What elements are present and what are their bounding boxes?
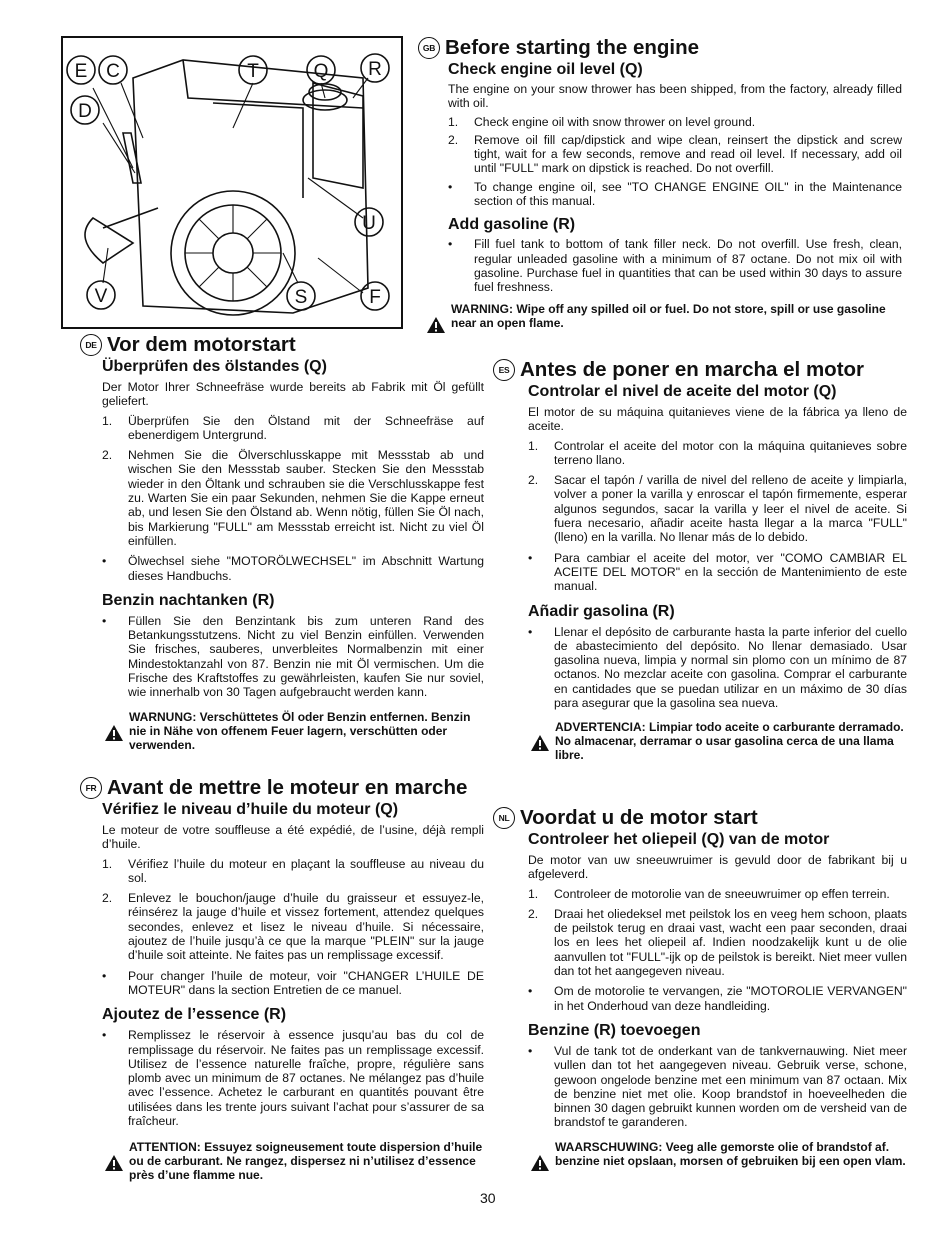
figure-label-s: S bbox=[294, 287, 308, 308]
warning-note: WARNUNG: Verschüttetes Öl oder Benzin entfernen. Benzin nie in Nähe von offenem Feuer lagern, verschütten oder verwenden. bbox=[102, 710, 484, 752]
fuel-heading: Benzin nachtanken (R) bbox=[102, 591, 275, 609]
section-title bbox=[80, 333, 484, 357]
section-fr bbox=[80, 776, 484, 1182]
list-item: 1. Controleer de motorolie van de sneeuwruimer op effen terrein. bbox=[528, 886, 890, 901]
warning-icon bbox=[426, 316, 446, 334]
fuel-heading: Añadir gasolina (R) bbox=[528, 602, 675, 620]
page-number: 30 bbox=[480, 1190, 496, 1206]
figure-label-u: U bbox=[362, 213, 376, 234]
language-badge: NL bbox=[493, 807, 515, 829]
engine-drawing bbox=[63, 38, 401, 327]
intro-text: De motor van uw sneeuwruimer is gevuld door de fabrikant bij u afgeleverd. bbox=[528, 853, 907, 882]
oil-steps bbox=[448, 115, 902, 209]
intro-text: El motor de su máquina quitanieves viene de la fábrica ya lleno de aceite. bbox=[528, 405, 907, 434]
warning-icon bbox=[104, 724, 124, 742]
figure-label-t: T bbox=[247, 61, 259, 82]
oil-steps bbox=[102, 857, 484, 998]
oil-heading: Controlar el nivel de aceite del motor (Q) bbox=[528, 383, 837, 400]
list-item: • Füllen Sie den Benzintank bis zum unteren Rand des Betankungsstutzens. Nicht zu viel Benzin einfüllen. Verwenden Sie frisches, sauberes, unverbleites Normalbenzin mit einer Mindestoktanzahl von 87. Benzin nie mit Öl vermischen. Um die Frische des Kraftstoffes zu gewährleisten, kaufen Sie nur soviel, wie innerhalb von 30 Tagen aufgebraucht werden kann. bbox=[102, 613, 484, 700]
language-badge: GB bbox=[418, 37, 440, 59]
warning-icon bbox=[530, 1154, 550, 1172]
list-item: • Om de motorolie te vervangen, zie "MOTOROLIE VERVANGEN" in het Onderhoud van deze handleiding. bbox=[528, 984, 907, 1013]
engine-illustration bbox=[61, 36, 403, 329]
warning-icon bbox=[530, 734, 550, 752]
section-title-text: Antes de poner en marcha el motor bbox=[520, 358, 865, 381]
list-item: 2. Enlevez le bouchon/jauge d’huile du graisseur et essuyez-le, réinsérez la jauge d’huile et vissez fortement, attendez quelques secondes, enlevez et lisez le niveau d’huile. Si nécessaire, ajoutez de l’huile jusqu’à ce que la marque "PLEIN" sur la jauge d’huile soit atteinte. Ne faites pas un remplissage excessif. bbox=[102, 891, 484, 963]
oil-heading: Controleer het oliepeil (Q) van de motor bbox=[528, 831, 830, 848]
section-title bbox=[493, 806, 907, 830]
figure-label-e: E bbox=[74, 61, 88, 82]
list-item: 2. Draai het oliedeksel met peilstok los en veeg hem schoon, plaats de peilstok terug en draai vast, wacht een paar seconden, draai los en lees het oliepeil af. Indien noodzakelijk kunt u de olie aanvullen tot "FULL"-ijk op de peilstok is bereikt. Niet meer vullen dan tot het aangegeven niveau. bbox=[528, 906, 907, 979]
figure-label-q: Q bbox=[313, 61, 329, 82]
language-badge: DE bbox=[80, 334, 102, 356]
fuel-steps bbox=[528, 1044, 907, 1130]
section-title-text: Voordat u de motor start bbox=[520, 806, 758, 829]
list-item: • Llenar el depósito de carburante hasta la parte inferior del cuello de abastecimiento del depósito. No llenar demasiado. Usar gasolina nueva, limpia y normal sin plomo con un mínimo de 87 octanos. No mezclar aceite con gasolina. Comprar el carburante en cantidades que se puedan utilizar en un máximo de 30 días para asegurar que la gasolina sea nueva. bbox=[528, 624, 907, 711]
figure-label-d: D bbox=[78, 101, 92, 122]
figure-label-f: F bbox=[369, 287, 381, 308]
intro-text: Der Motor Ihrer Schneefräse wurde bereits ab Fabrik mit Öl gefüllt geliefert. bbox=[102, 380, 484, 409]
section-title bbox=[493, 358, 907, 382]
fuel-heading: Add gasoline (R) bbox=[448, 216, 576, 234]
intro-text: Le moteur de votre souffleuse a été expédié, de l’usine, déjà rempli d’huile. bbox=[102, 823, 484, 852]
list-item: 1. Vérifiez l’huile du moteur en plaçant la souffleuse au niveau du sol. bbox=[102, 856, 484, 885]
fuel-heading: Benzine (R) toevoegen bbox=[528, 1021, 701, 1039]
fuel-steps bbox=[102, 614, 484, 700]
oil-steps bbox=[102, 414, 484, 583]
list-item: 2. Remove oil fill cap/dipstick and wipe clean, reinsert the dipstick and screw tight, wait for a few seconds, remove and read oil level. If necessary, add oil until "FULL" mark on dipstick is reached. Do not overfill. bbox=[448, 132, 902, 176]
figure-label-c: C bbox=[106, 61, 120, 82]
list-item: 2. Sacar el tapón / varilla de nivel del relleno de aceite y limpiarla, volver a poner la varilla y enroscar el tapón firmemente, esperar algunos segundos, sacar la varilla y leer el nivel de aceite. Si fuera necesario, añadir aceite hasta llegar a la marca "FULL" (lleno) en la varilla. No llenar más de lo debido. bbox=[528, 473, 907, 545]
section-title-text: Before starting the engine bbox=[445, 36, 700, 59]
fuel-steps bbox=[448, 237, 902, 294]
intro-text: The engine on your snow thrower has been shipped, from the factory, already filled with oil. bbox=[448, 82, 902, 111]
warning-note: ATTENTION: Essuyez soigneusement toute dispersion d’huile ou de carburant. Ne rangez, dispersez ni n’utilisez d’essence près d’une flamme nue. bbox=[102, 1140, 484, 1182]
list-item: 1. Controlar el aceite del motor con la máquina quitanieves sobre terreno llano. bbox=[528, 438, 907, 467]
warning-icon bbox=[104, 1154, 124, 1172]
list-item: • To change engine oil, see "TO CHANGE ENGINE OIL" in the Maintenance section of this manual. bbox=[448, 179, 902, 209]
section-gb bbox=[418, 36, 902, 330]
list-item: 1. Überprüfen Sie den Ölstand mit der Schneefräse auf ebenerdigem Untergrund. bbox=[102, 413, 484, 442]
section-title-text: Avant de mettre le moteur en marche bbox=[107, 776, 468, 799]
warning-note: WARNING: Wipe off any spilled oil or fuel. Do not store, spill or use gasoline near an open flame. bbox=[424, 302, 902, 330]
figure-label-r: R bbox=[368, 59, 382, 80]
figure-label-v: V bbox=[94, 286, 108, 307]
list-item: • Vul de tank tot de onderkant van de tankvernauwing. Niet meer vullen dan tot het aangegeven niveau. Gebruik verse, schone, gewoon ongelode benzine met een minimum van 87 octaan. Mix de benzine niet met olie. Koop brandstof in hoeveelheden die binnen 30 dagen gebruikt kunnen worden om de versheid van de brandstof te garanderen. bbox=[528, 1043, 907, 1130]
oil-steps bbox=[528, 887, 907, 1013]
section-es bbox=[493, 358, 907, 762]
list-item: • Pour changer l’huile de moteur, voir "CHANGER L’HUILE DE MOTEUR" dans la section Entretien de ce manuel. bbox=[102, 968, 484, 997]
section-title bbox=[80, 776, 484, 800]
section-nl bbox=[493, 806, 907, 1168]
list-item: • Fill fuel tank to bottom of tank filler neck. Do not overfill. Use fresh, clean, regular unleaded gasoline with a minimum of 87 octane. Do not mix oil with gasoline. Purchase fuel in quantities that can be used within 30 days to assure fuel freshness. bbox=[448, 237, 902, 295]
section-title bbox=[418, 36, 902, 60]
oil-heading: Check engine oil level (Q) bbox=[448, 61, 643, 78]
warning-note: WAARSCHUWING: Veeg alle gemorste olie of brandstof af. benzine niet opslaan, morsen of gebruiken bij een open vlam. bbox=[528, 1140, 907, 1168]
warning-note: ADVERTENCIA: Limpiar todo aceite o carburante derramado. No almacenar, derramar o usar gasolina cerca de una llama libre. bbox=[528, 720, 907, 762]
oil-heading: Vérifiez le niveau d’huile du moteur (Q) bbox=[102, 801, 399, 818]
oil-heading: Überprüfen des ölstandes (Q) bbox=[102, 358, 327, 375]
list-item: 1. Check engine oil with snow thrower on level ground. bbox=[448, 114, 756, 129]
oil-steps bbox=[528, 439, 907, 594]
fuel-heading: Ajoutez de l’essence (R) bbox=[102, 1006, 287, 1024]
fuel-steps bbox=[528, 625, 907, 711]
list-item: • Para cambiar el aceite del motor, ver "COMO CAMBIAR EL ACEITE DEL MOTOR" en la sección de Mantenimiento de este manual. bbox=[528, 550, 907, 594]
list-item: • Ölwechsel siehe "MOTORÖLWECHSEL" im Abschnitt Wartung dieses Handbuchs. bbox=[102, 554, 484, 583]
section-de bbox=[80, 333, 484, 752]
language-badge: ES bbox=[493, 359, 515, 381]
language-badge: FR bbox=[80, 777, 102, 799]
list-item: 2. Nehmen Sie die Ölverschlusskappe mit Messstab ab und wischen Sie den Messstab sauber. Stecken Sie den Messstab wieder in den Öltank und schrauben sie die Verschlusskappe fest zu. Warten Sie ein paar Sekunden, nehmen Sie die Kappe erneut ab, und lesen Sie den Ölstand ab. Wenn nötig, füllen Sie Öl nach, bis Markierung "FULL" am Messstab erreicht ist. Nicht zu viel Öl einfüllen. bbox=[102, 448, 484, 548]
list-item: • Remplissez le réservoir à essence jusqu’au bas du col de remplissage du réservoir. Ne faites pas un remplissage excessif. Utilisez de l’essence naturelle fraîche, propre, régulière sans plomb avec un minimum de 87 octanes. Ne mélangez pas d’huile avec l’essence. Achetez le carburant en quantités pouvant être utilisées dans les trente jours suivant l’achat pour s’assurer de sa fraîcheur. bbox=[102, 1028, 484, 1129]
section-title-text: Vor dem motorstart bbox=[107, 333, 296, 356]
fuel-steps bbox=[102, 1028, 484, 1128]
